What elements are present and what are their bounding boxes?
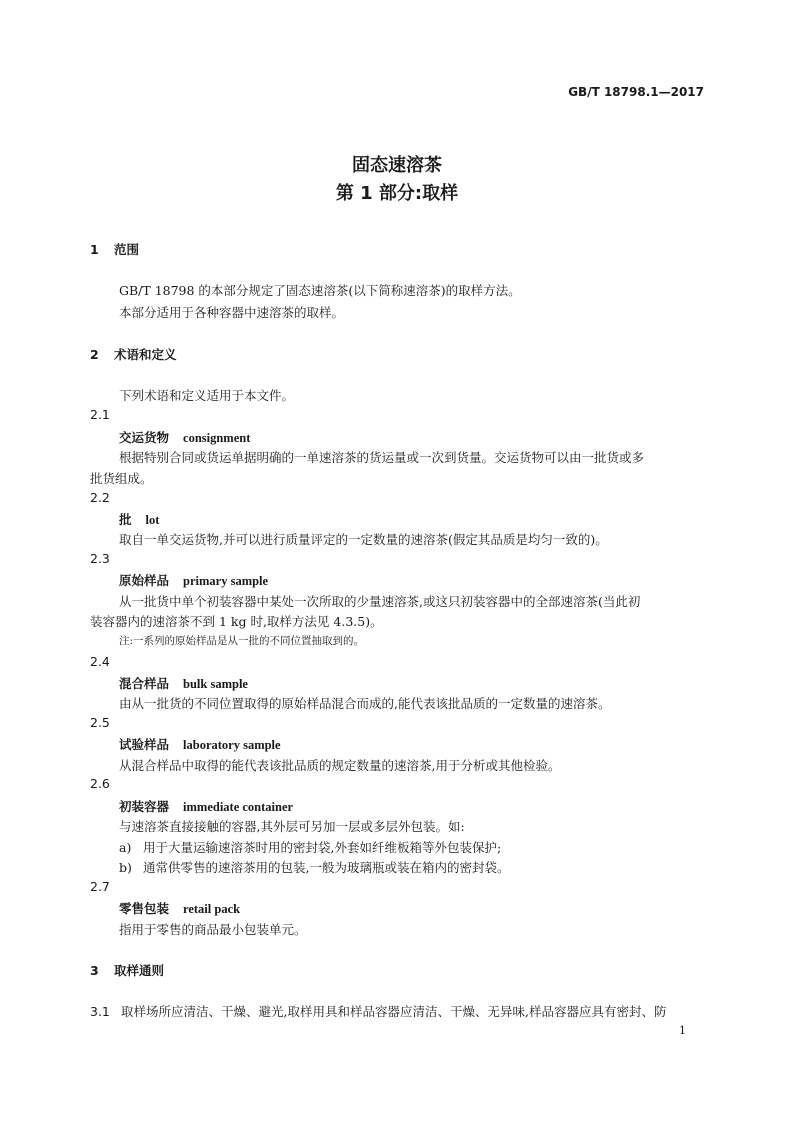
term-zh: 原始样品 [119, 573, 170, 588]
term-entry [119, 735, 281, 753]
list-item [119, 858, 509, 876]
term-en: immediate container [183, 800, 294, 814]
list-item [119, 838, 501, 856]
section-title: 术语和定义 [114, 347, 177, 362]
definition: 取自一单交运货物,并可以进行质量评定的一定数量的速溶茶(假定其品质是均匀一致的)。 [119, 532, 608, 547]
section-number: 3 [90, 963, 99, 978]
list-marker: a) [119, 840, 132, 855]
term-entry [119, 571, 268, 589]
definition-continued: 批货组成。 [90, 471, 153, 486]
clause-number: 2.3 [90, 551, 110, 566]
standard-code: GB/T 18798.1—2017 [568, 85, 704, 99]
term-entry [119, 797, 293, 815]
section-2-heading [90, 345, 177, 363]
term-zh: 批 [119, 512, 132, 527]
term-en: bulk sample [183, 677, 248, 691]
definition: 根据特别合同或货运单据明确的一单速溶茶的货运量或一次到货量。交运货物可以由一批货或多 [119, 450, 645, 465]
section-title: 范围 [114, 242, 140, 257]
definition-continued: 装容器内的速溶茶不到 1 kg 时,取样方法见 4.3.5)。 [90, 614, 383, 629]
term-entry [119, 510, 159, 528]
clause-number: 2.2 [90, 490, 110, 505]
term-en: retail pack [183, 902, 241, 916]
clause-number: 2.5 [90, 715, 110, 730]
section-number: 1 [90, 242, 99, 257]
term-en: lot [145, 513, 160, 527]
term-entry [119, 899, 240, 917]
paragraph: 本部分适用于各种容器中速溶茶的取样。 [119, 305, 345, 320]
clause-number: 3.1 [90, 1004, 110, 1019]
term-zh: 混合样品 [119, 676, 170, 691]
section-3-heading [90, 961, 164, 979]
list-marker: b) [119, 860, 132, 875]
definition: 指用于零售的商品最小包装单元。 [119, 922, 307, 937]
term-zh: 交运货物 [119, 430, 170, 445]
term-zh: 初装容器 [119, 799, 170, 814]
note: 注:一系列的原始样品是从一批的不同位置抽取到的。 [119, 635, 365, 647]
definition: 与速溶茶直接接触的容器,其外层可另加一层或多层外包装。如: [119, 819, 465, 834]
paragraph: 下列术语和定义适用于本文件。 [119, 388, 295, 403]
document-title: 固态速溶茶 [352, 155, 442, 176]
clause-text: 取样场所应清洁、干燥、避光,取样用具和样品容器应清洁、干燥、无异味,样品容器应具有密封、防 [121, 1004, 667, 1019]
section-title: 取样通则 [114, 963, 165, 978]
term-entry [119, 674, 248, 692]
clause-number: 2.4 [90, 654, 110, 669]
clause-number: 2.1 [90, 407, 110, 422]
document-subtitle: 第 1 部分:取样 [335, 183, 459, 204]
term-en: consignment [183, 431, 251, 445]
section-1-heading [90, 240, 139, 258]
definition: 从一批货中单个初装容器中某处一次所取的少量速溶茶,或这只初装容器中的全部速溶茶(当此初 [119, 594, 641, 609]
definition: 从混合样品中取得的能代表该批品质的规定数量的速溶茶,用于分析或其他检验。 [119, 758, 561, 773]
term-zh: 试验样品 [119, 737, 170, 752]
clause-3-1 [90, 1002, 666, 1020]
page-number: 1 [679, 1024, 686, 1037]
paragraph: GB/T 18798 的本部分规定了固态速溶茶(以下简称速溶茶)的取样方法。 [119, 283, 521, 298]
list-text: 通常供零售的速溶茶用的包装,一般为玻璃瓶或装在箱内的密封袋。 [143, 860, 510, 875]
term-en: laboratory sample [183, 738, 281, 752]
clause-number: 2.6 [90, 776, 110, 791]
clause-number: 2.7 [90, 879, 110, 894]
term-entry [119, 428, 250, 446]
definition: 由从一批货的不同位置取得的原始样品混合而成的,能代表该批品质的一定数量的速溶茶。 [119, 696, 611, 711]
list-text: 用于大量运输速溶茶时用的密封袋,外套如纤维板箱等外包装保护; [143, 840, 502, 855]
term-zh: 零售包装 [119, 901, 170, 916]
term-en: primary sample [183, 574, 269, 588]
section-number: 2 [90, 347, 99, 362]
